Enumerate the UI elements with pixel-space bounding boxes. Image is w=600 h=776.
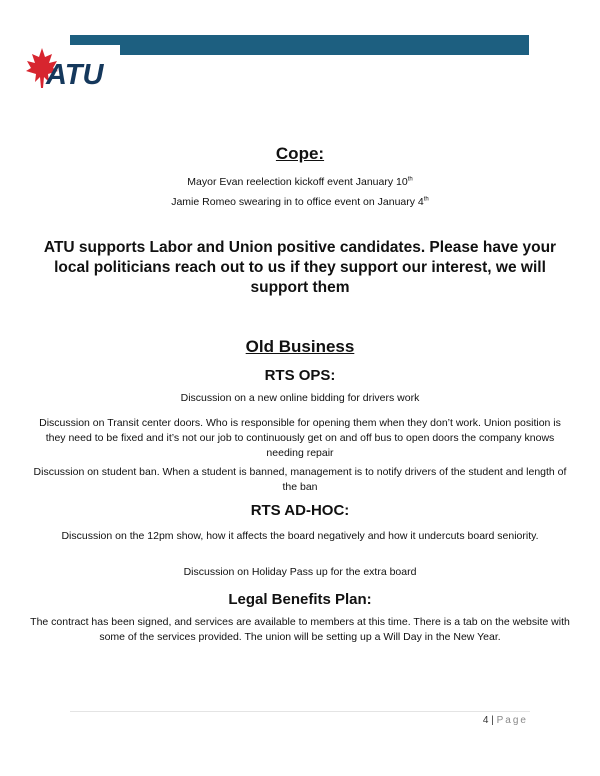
rts-adhoc-item-1: Discussion on the 12pm show, how it affects the board negatively and how it undercuts board seniority.: [61, 530, 539, 542]
page-label: Page: [496, 715, 528, 726]
rts-ops-item-1: Discussion on a new online bidding for drivers work: [180, 392, 420, 404]
rts-adhoc-heading: RTS AD-HOC:: [250, 502, 350, 519]
page-number: 4: [482, 715, 489, 726]
rts-ops-item-2: Discussion on Transit center doors. Who is responsible for opening them when they don’t work. Union position is they need to be fixed and it’s not our job to continuously get on and off bus to open doors the company knows needing repair: [39, 417, 561, 459]
page-footer: [483, 715, 528, 726]
rts-adhoc-item-2: Discussion on Holiday Pass up for the extra board: [183, 566, 417, 578]
cope-item-2: Jamie Romeo swearing in to office event on January 4th: [171, 196, 429, 208]
cope-heading: Cope:: [275, 144, 325, 163]
footer-divider: [70, 711, 530, 712]
logo-text: ATU: [46, 59, 104, 91]
legal-benefits-text: The contract has been signed, and services are available to members at this time. There is a tab on the website with some of the services provided. The union will be setting up a Will Day in the New Year.: [30, 616, 570, 643]
cope-item-1: Mayor Evan reelection kickoff event January 10th: [187, 176, 413, 188]
page-separator: |: [491, 715, 494, 726]
rts-ops-item-3: Discussion on student ban. When a student is banned, management is to notify drivers of the student and length of the ban: [33, 466, 567, 493]
atu-logo: [22, 44, 132, 92]
rts-ops-heading: RTS OPS:: [264, 367, 336, 384]
support-banner: ATU supports Labor and Union positive candidates. Please have your local politicians reach out to us if they support our interest, we will support them: [43, 239, 557, 296]
old-business-heading: Old Business: [245, 337, 355, 356]
header-bar: [70, 35, 529, 55]
legal-benefits-heading: Legal Benefits Plan:: [228, 591, 372, 608]
